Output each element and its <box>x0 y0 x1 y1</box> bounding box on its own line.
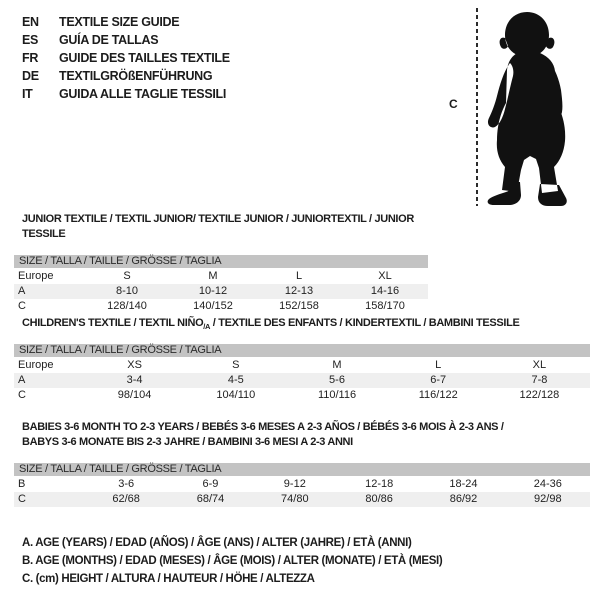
measurement-legend <box>22 534 442 588</box>
table-row-europe <box>14 269 428 284</box>
language-title: GUÍA DE TALLAS <box>59 33 159 47</box>
language-title-list <box>22 13 230 103</box>
language-row-de <box>22 67 230 85</box>
language-title: GUIDA ALLE TAGLIE TESSILI <box>59 87 227 101</box>
row-value: 62/68 <box>112 493 140 505</box>
row-value: 12-13 <box>284 285 314 297</box>
row-value: 9-12 <box>283 478 306 490</box>
table-row-c <box>14 299 428 314</box>
row-value: 86/92 <box>449 493 478 505</box>
row-value: 110/116 <box>317 389 357 401</box>
language-row-fr <box>22 49 230 67</box>
height-measure-label: C <box>449 97 458 111</box>
row-value: M <box>208 270 218 282</box>
row-value: 116/122 <box>418 389 458 401</box>
junior-table-title-part: JUNIOR TEXTILE / TEXTIL JUNIOR/ TEXTILE JUNIOR / JUNIORTEXTIL / JUNIOR TESSILE <box>22 213 414 240</box>
baby-silhouette-icon <box>483 4 579 208</box>
row-value: 80/86 <box>365 493 393 505</box>
language-code: FR <box>22 51 39 65</box>
table-row-c <box>14 388 590 403</box>
legend-line-height: C. (cm) HEIGHT / ALTURA / HAUTEUR / HÖHE / ALTEZZA <box>22 573 315 585</box>
row-value: 14-16 <box>370 285 400 297</box>
table-row-a <box>14 284 428 299</box>
size-header-bar: SIZE / TALLA / TAILLE / GRÖSSE / TAGLIA <box>14 463 590 476</box>
legend-line-age-years: A. AGE (YEARS) / EDAD (AÑOS) / ÂGE (ANS) / ALTER (JAHRE) / ETÀ (ANNI) <box>22 537 412 549</box>
row-value: 4-5 <box>227 374 244 386</box>
row-value: 98/104 <box>117 389 152 401</box>
row-value: 3-6 <box>118 478 135 490</box>
babies-table-title-line: BABYS 3-6 MONATE BIS 2-3 JAHRE / BAMBINI 3-6 MESI A 2-3 ANNI <box>22 436 353 448</box>
language-row-en <box>22 13 230 31</box>
language-title: GUIDE DES TAILLES TEXTILE <box>59 51 230 65</box>
language-code: IT <box>22 87 33 101</box>
children-table-section <box>14 316 590 403</box>
row-value: 5-6 <box>329 374 345 386</box>
row-value: S <box>123 270 131 282</box>
row-value: 152/158 <box>279 300 319 312</box>
language-title: TEXTILGRÖßENFÜHRUNG <box>59 69 213 83</box>
row-value: 74/80 <box>281 493 309 505</box>
row-label: A <box>18 285 26 297</box>
row-value: 104/110 <box>216 389 256 401</box>
row-value: 122/128 <box>519 389 560 401</box>
row-value: M <box>332 359 342 371</box>
row-value: 8-10 <box>115 285 139 297</box>
table-row-a <box>14 373 590 388</box>
junior-table-title <box>14 212 428 242</box>
row-label: A <box>18 374 26 386</box>
row-value: 10-12 <box>198 285 228 297</box>
row-value: L <box>435 359 442 371</box>
children-table-title-part: CHILDREN'S TEXTILE / TEXTIL NIÑO <box>22 317 204 329</box>
row-value: XS <box>127 359 142 371</box>
row-value: 68/74 <box>196 493 225 505</box>
babies-table-title <box>14 420 590 450</box>
children-table-title-part: /A <box>203 321 211 331</box>
babies-table-title-line: BABIES 3-6 MONTH TO 2-3 YEARS / BEBÉS 3-6 MESES A 2-3 AÑOS / BÉBÉS 3-6 MOIS À 2-3 ANS / <box>22 421 504 433</box>
row-label: Europe <box>18 270 54 282</box>
row-value: 6-7 <box>430 374 447 386</box>
row-value: 158/170 <box>365 300 405 312</box>
row-value: 92/98 <box>534 493 562 505</box>
height-measure-dashed-line <box>476 8 478 206</box>
row-label: B <box>18 478 26 490</box>
row-value: S <box>232 359 240 371</box>
size-header-bar: SIZE / TALLA / TAILLE / GRÖSSE / TAGLIA <box>14 344 590 357</box>
language-code: ES <box>22 33 39 47</box>
row-value: 7-8 <box>531 374 548 386</box>
children-table-title-part: / TEXTILE DES ENFANTS / KINDERTEXTIL / BAMBINI TESSILE <box>210 317 520 329</box>
babies-table-section <box>14 420 590 507</box>
row-value: 6-9 <box>202 478 219 490</box>
row-value: 140/152 <box>193 300 233 312</box>
row-value: 12-18 <box>365 478 394 490</box>
row-label: C <box>18 300 26 312</box>
children-table-title <box>14 316 590 331</box>
language-code: EN <box>22 15 39 29</box>
row-value: XL <box>532 359 547 371</box>
table-row-b <box>14 477 590 492</box>
junior-table-section <box>14 212 428 314</box>
row-label: Europe <box>18 359 54 371</box>
size-header-bar: SIZE / TALLA / TAILLE / GRÖSSE / TAGLIA <box>14 255 428 268</box>
row-value: 18-24 <box>449 478 478 490</box>
row-value: 128/140 <box>107 300 147 312</box>
row-label: C <box>18 493 26 505</box>
language-code: DE <box>22 69 39 83</box>
language-row-it <box>22 85 230 103</box>
table-row-c <box>14 492 590 507</box>
row-value: L <box>295 270 303 282</box>
table-row-europe <box>14 358 590 373</box>
language-title: TEXTILE SIZE GUIDE <box>59 15 180 29</box>
row-value: 3-4 <box>126 374 143 386</box>
legend-line-age-months: B. AGE (MONTHS) / EDAD (MESES) / ÂGE (MOIS) / ALTER (MONATE) / ETÀ (MESI) <box>22 555 443 567</box>
row-label: C <box>18 389 26 401</box>
row-value: XL <box>378 270 392 282</box>
row-value: 24-36 <box>533 478 562 490</box>
language-row-es <box>22 31 230 49</box>
